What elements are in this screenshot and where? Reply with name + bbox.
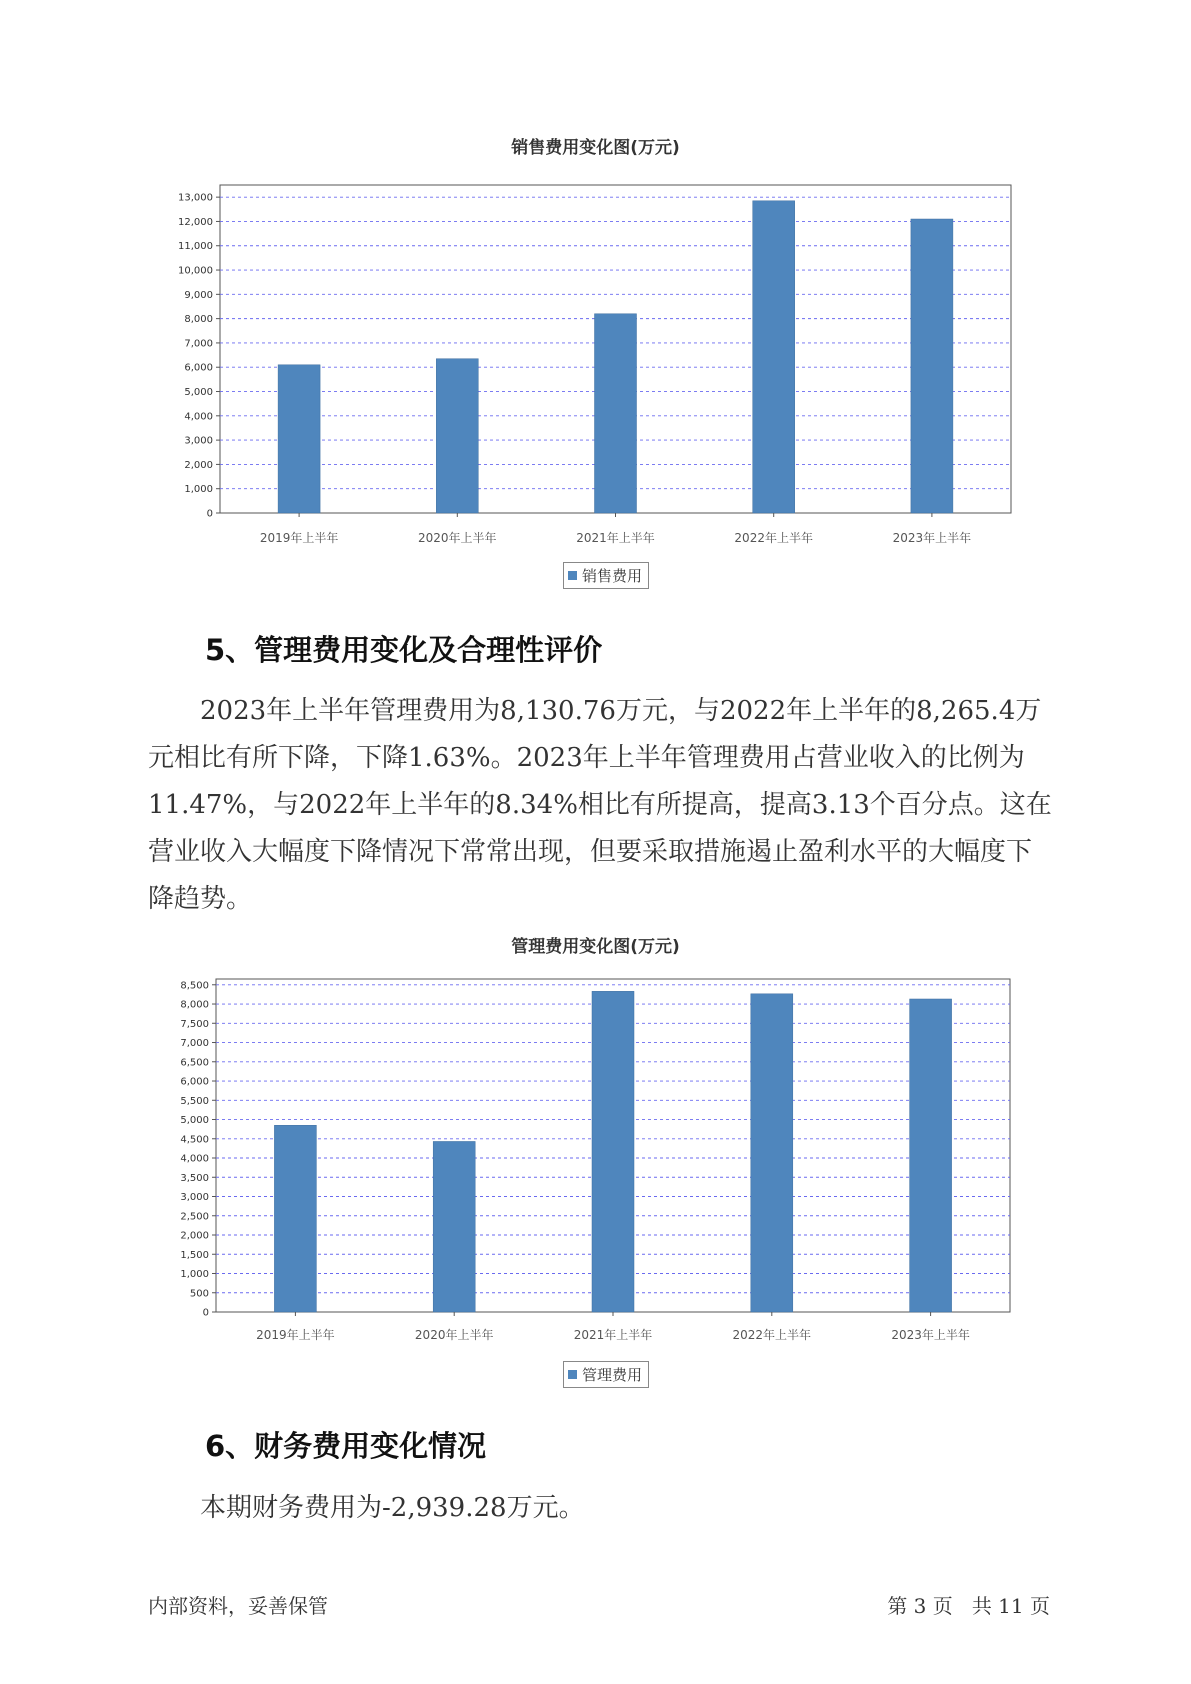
section5-heading: 5、管理费用变化及合理性评价: [205, 633, 603, 667]
y-tick-label: 2,000: [184, 459, 213, 471]
y-tick-label: 1,000: [184, 484, 213, 496]
footer-page-number: 第 3 页 共 11 页: [887, 1594, 1050, 1618]
bar: [751, 994, 793, 1312]
x-tick-label: 2023年上半年: [891, 1328, 970, 1342]
chart1-legend-label: 销售费用: [582, 567, 643, 585]
y-tick-label: 8,000: [180, 999, 209, 1011]
x-tick-label: 2023年上半年: [892, 531, 972, 545]
y-tick-label: 13,000: [178, 192, 213, 204]
y-tick-label: 0: [206, 508, 213, 520]
x-tick-label: 2020年上半年: [418, 531, 497, 545]
x-tick-label: 2021年上半年: [573, 1328, 653, 1342]
y-tick-label: 1,500: [180, 1249, 209, 1261]
bar: [433, 1141, 475, 1312]
x-tick-label: 2022年上半年: [734, 531, 813, 545]
x-tick-label: 2022年上半年: [732, 1328, 812, 1342]
y-tick-label: 3,000: [180, 1192, 209, 1204]
legend-swatch-icon: [568, 1370, 577, 1379]
section6-heading: 6、财务费用变化情况: [205, 1429, 487, 1463]
y-tick-label: 8,500: [180, 980, 209, 992]
y-tick-label: 500: [189, 1288, 209, 1300]
section6-paragraph: 本期财务费用为-2,939.28万元。: [200, 1493, 585, 1523]
y-tick-label: 3,000: [184, 435, 213, 447]
y-tick-label: 7,000: [184, 338, 213, 350]
chart2-legend-label: 管理费用: [582, 1366, 643, 1384]
y-tick-label: 7,500: [180, 1018, 209, 1030]
y-tick-label: 7,000: [180, 1038, 209, 1050]
y-tick-label: 2,000: [180, 1230, 209, 1242]
y-tick-label: 6,000: [180, 1076, 209, 1088]
footer-confidential: 内部资料，妥善保管: [148, 1594, 328, 1618]
bar: [592, 991, 634, 1312]
y-tick-label: 8,000: [184, 314, 213, 326]
x-tick-label: 2021年上半年: [576, 531, 655, 545]
y-tick-label: 5,000: [184, 387, 213, 399]
y-tick-label: 1,000: [180, 1269, 209, 1281]
bar: [274, 1125, 316, 1312]
y-tick-label: 10,000: [178, 265, 213, 277]
chart2-title: 管理费用变化图(万元): [511, 937, 680, 957]
y-tick-label: 6,500: [180, 1057, 209, 1069]
y-tick-label: 12,000: [178, 216, 213, 228]
y-tick-label: 4,000: [180, 1153, 209, 1165]
y-tick-label: 2,500: [180, 1211, 209, 1223]
section5-paragraph: 2023年上半年管理费用为8,130.76万元，与2022年上半年的8,265.4万元相比有所下降，下降1.63%。2023年上半年管理费用占营业收入的比例为11.47%，与2022年上半年的8.34%相比有所提高，提高3.13个百分点。这在营业收入大幅度下降情况下常常出现，但要采取措施遏止盈利水平的大幅度下降趋势。: [148, 696, 1052, 914]
y-tick-label: 5,500: [180, 1095, 209, 1107]
x-tick-label: 2019年上半年: [256, 1328, 335, 1342]
x-tick-label: 2019年上半年: [259, 531, 339, 545]
chart2-legend: [563, 1361, 649, 1388]
y-tick-label: 4,000: [184, 411, 213, 423]
y-tick-label: 11,000: [178, 241, 213, 253]
y-tick-label: 4,500: [180, 1134, 209, 1146]
y-tick-label: 0: [202, 1307, 209, 1319]
bar: [910, 999, 952, 1312]
y-tick-label: 6,000: [184, 362, 213, 374]
y-tick-label: 9,000: [184, 289, 213, 301]
y-tick-label: 3,500: [180, 1172, 209, 1184]
chart1-title: 销售费用变化图(万元): [511, 138, 680, 158]
x-tick-label: 2020年上半年: [414, 1328, 494, 1342]
y-tick-label: 5,000: [180, 1115, 209, 1127]
